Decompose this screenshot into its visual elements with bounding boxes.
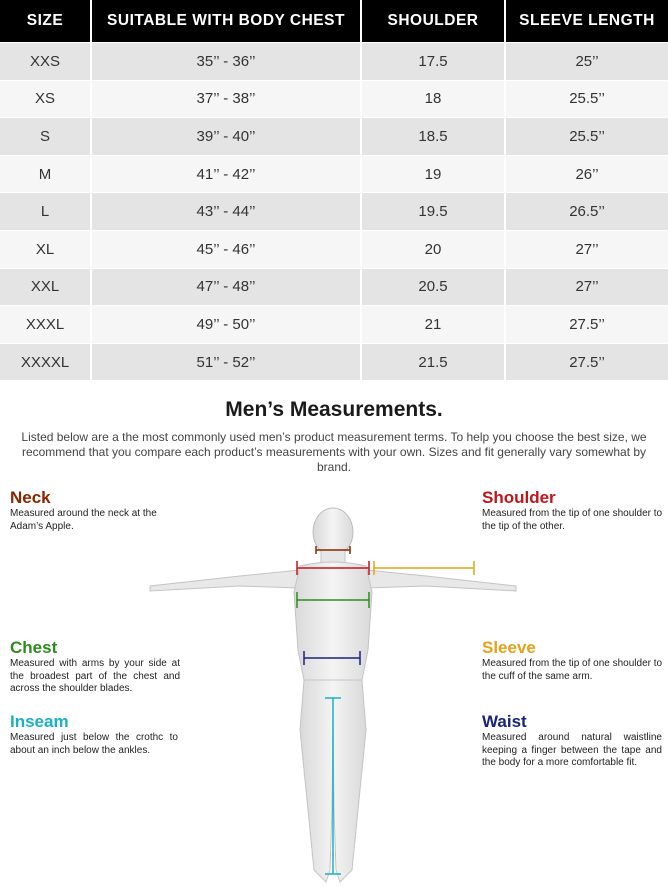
cell-chest: 35’’ - 36’’	[92, 43, 362, 80]
chest-desc: Measured with arms by your side at the broadest part of the chest and across the shoulder blades.	[10, 658, 180, 694]
cell-shoulder: 20	[362, 231, 506, 268]
term-sleeve	[482, 638, 664, 683]
cell-sleeve: 27.5’’	[506, 344, 668, 381]
table-header-row	[0, 0, 668, 42]
term-shoulder	[482, 488, 664, 533]
table-row	[0, 343, 668, 381]
table-row	[0, 42, 668, 80]
cell-size: XXL	[0, 269, 92, 306]
cell-size: XXXXL	[0, 344, 92, 381]
term-waist	[482, 712, 662, 770]
cell-sleeve: 26.5’’	[506, 193, 668, 230]
cell-shoulder: 19	[362, 156, 506, 193]
cell-sleeve: 27.5’’	[506, 306, 668, 343]
cell-shoulder: 20.5	[362, 269, 506, 306]
cell-size: L	[0, 193, 92, 230]
header-sleeve: SLEEVE LENGTH	[506, 0, 668, 42]
table-row	[0, 155, 668, 193]
measurements-intro: Listed below are a the most commonly used men’s product measurement terms. To help you choose the best size, we recommend that you compare each product’s measurements with your own. Sizes and fit generally vary somewhat by brand.	[21, 430, 647, 474]
term-inseam	[10, 712, 178, 757]
term-neck	[10, 488, 180, 533]
cell-sleeve: 25.5’’	[506, 81, 668, 118]
shoulder-title: Shoulder	[482, 488, 556, 507]
neck-title: Neck	[10, 488, 51, 507]
measurements-title: Men’s Measurements.	[225, 398, 443, 421]
cell-size: XL	[0, 231, 92, 268]
header-chest: SUITABLE WITH BODY CHEST	[92, 0, 362, 42]
table-row	[0, 230, 668, 268]
cell-sleeve: 25.5’’	[506, 118, 668, 155]
cell-sleeve: 27’’	[506, 231, 668, 268]
sleeve-desc: Measured from the tip of one shoulder to the cuff of the same arm.	[482, 658, 663, 682]
inseam-desc: Measured just below the crothc to about an inch below the ankles.	[10, 732, 178, 756]
cell-shoulder: 17.5	[362, 43, 506, 80]
cell-shoulder: 21.5	[362, 344, 506, 381]
table-row	[0, 80, 668, 118]
cell-shoulder: 21	[362, 306, 506, 343]
cell-size: XS	[0, 81, 92, 118]
cell-chest: 51’’ - 52’’	[92, 344, 362, 381]
table-row	[0, 305, 668, 343]
shoulder-desc: Measured from the tip of one shoulder to the tip of the other.	[482, 508, 663, 532]
cell-sleeve: 26’’	[506, 156, 668, 193]
waist-desc: Measured around natural waistline keeping a finger between the tape and the body for a more comfortable fit.	[482, 732, 662, 768]
term-chest	[10, 638, 180, 696]
cell-chest: 41’’ - 42’’	[92, 156, 362, 193]
header-shoulder: SHOULDER	[362, 0, 506, 42]
cell-chest: 47’’ - 48’’	[92, 269, 362, 306]
table-row	[0, 117, 668, 155]
cell-size: XXXL	[0, 306, 92, 343]
neck-desc: Measured around the neck at the Adam’s Apple.	[10, 508, 157, 532]
cell-chest: 39’’ - 40’’	[92, 118, 362, 155]
cell-chest: 43’’ - 44’’	[92, 193, 362, 230]
cell-size: S	[0, 118, 92, 155]
cell-shoulder: 18	[362, 81, 506, 118]
sleeve-title: Sleeve	[482, 638, 536, 657]
inseam-title: Inseam	[10, 712, 69, 731]
waist-title: Waist	[482, 712, 527, 731]
cell-size: XXS	[0, 43, 92, 80]
header-size: SIZE	[0, 0, 92, 42]
cell-size: M	[0, 156, 92, 193]
table-row	[0, 268, 668, 306]
cell-sleeve: 25’’	[506, 43, 668, 80]
table-row	[0, 192, 668, 230]
cell-chest: 49’’ - 50’’	[92, 306, 362, 343]
cell-shoulder: 18.5	[362, 118, 506, 155]
size-chart-table	[0, 0, 668, 380]
chest-title: Chest	[10, 638, 58, 657]
cell-shoulder: 19.5	[362, 193, 506, 230]
cell-sleeve: 27’’	[506, 269, 668, 306]
cell-chest: 45’’ - 46’’	[92, 231, 362, 268]
cell-chest: 37’’ - 38’’	[92, 81, 362, 118]
figure-head	[313, 508, 353, 556]
